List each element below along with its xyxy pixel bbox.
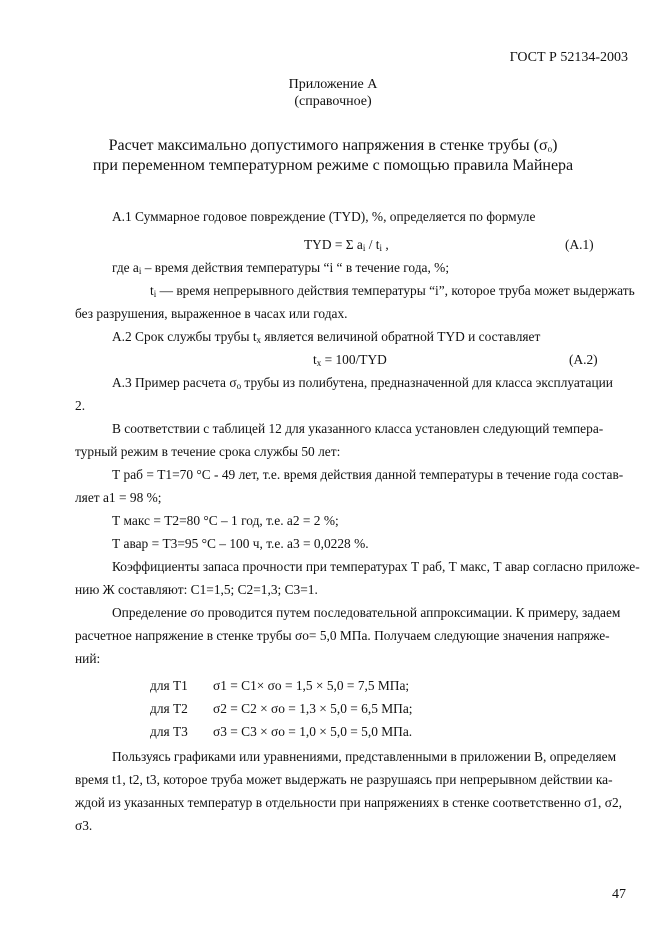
where-t: $t_i$ — время непрерывного действия температуры “i”, которое труба может выдержать: [150, 283, 635, 299]
t3-line: Т авар = Т3=95 °С – 100 ч, т.е. a3 = 0,0228 %.: [112, 536, 369, 551]
heading-line-1: Расчет максимально допустимого напряжения в стенке трубы $(\sigma_о)$: [108, 137, 558, 154]
para-1-line-2: турный режим в течение срока службы 50 лет:: [75, 444, 341, 459]
t2-line: Т макс = Т2=80 °С – 1 год, т.е. a2 = 2 %;: [112, 513, 339, 528]
t1-line-cont: ляет a1 = 98 %;: [75, 490, 162, 505]
final-line-4: σ3.: [75, 818, 93, 833]
page-number: 47: [612, 887, 626, 902]
appendix-subtitle: (справочное): [294, 94, 372, 109]
t1-line: Т раб = Т1=70 °С - 49 лет, т.е. время действия данной температуры в течение года состав-: [112, 467, 624, 482]
calc-2-label: для Т2: [150, 701, 188, 716]
a3-line-1-cont: 2.: [75, 398, 86, 413]
coef-line-1: Коэффициенты запаса прочности при температурах Т раб, Т макс, Т авар согласно приложе-: [112, 559, 640, 574]
equation-number-a1: (А.1): [565, 237, 594, 252]
formula-a1: TYD = Σ $a_i / t_i$ ,: [304, 237, 389, 253]
para-1-line-1: В соответствии с таблицей 12 для указанного класса установлен следующий темпера-: [112, 421, 604, 436]
approx-line-3: ний:: [75, 651, 101, 666]
where-a: где $a_i$ – время действия температуры “i “ в течение года, %;: [112, 260, 450, 276]
calc-1-label: для Т1: [150, 678, 188, 693]
calc-3: σ3 = С3 × σо = 1,0 × 5,0 = 5,0 МПа.: [213, 724, 413, 739]
a3-line-1: А.3 Пример расчета $\sigma_o$ трубы из полибутена, предназначенной для класса эксплуатации: [112, 375, 613, 391]
equation-number-a2: (А.2): [569, 352, 598, 367]
formula-a2: $t_x = 100/TYD$: [313, 352, 387, 368]
appendix-title: Приложение А: [288, 77, 378, 92]
calc-3-label: для Т3: [150, 724, 188, 739]
coef-line-2: нию Ж составляют: С1=1,5; С2=1,3; С3=1.: [75, 582, 318, 597]
a1-text: А.1 Суммарное годовое повреждение (TYD), %, определяется по формуле: [112, 209, 536, 224]
calc-1: σ1 = С1× σо = 1,5 × 5,0 = 7,5 МПа;: [213, 678, 410, 693]
final-line-3: ждой из указанных температур в отдельности при напряжениях в стенке соответственно σ1, σ2,: [75, 795, 622, 810]
calc-2: σ2 = С2 × σо = 1,3 × 5,0 = 6,5 МПа;: [213, 701, 413, 716]
approx-line-2: расчетное напряжение в стенке трубы σо= 5,0 МПа. Получаем следующие значения напряже-: [75, 628, 610, 643]
final-line-1: Пользуясь графиками или уравнениями, представленными в приложении В, определяем: [112, 749, 617, 764]
where-t-cont: без разрушения, выраженное в часах или годах.: [75, 306, 348, 321]
standard-number: ГОСТ Р 52134-2003: [509, 50, 628, 65]
heading-line-2: при переменном температурном режиме с помощью правила Майнера: [92, 157, 574, 174]
final-line-2: время t1, t2, t3, которое труба может выдержать не разрушаясь при непрерывном действии ка-: [75, 772, 613, 787]
a2-text: А.2 Срок службы трубы $t_x$ является величиной обратной TYD и составляет: [112, 329, 541, 345]
approx-line-1: Определение σо проводится путем последовательной аппроксимации. К примеру, задаем: [112, 605, 621, 620]
